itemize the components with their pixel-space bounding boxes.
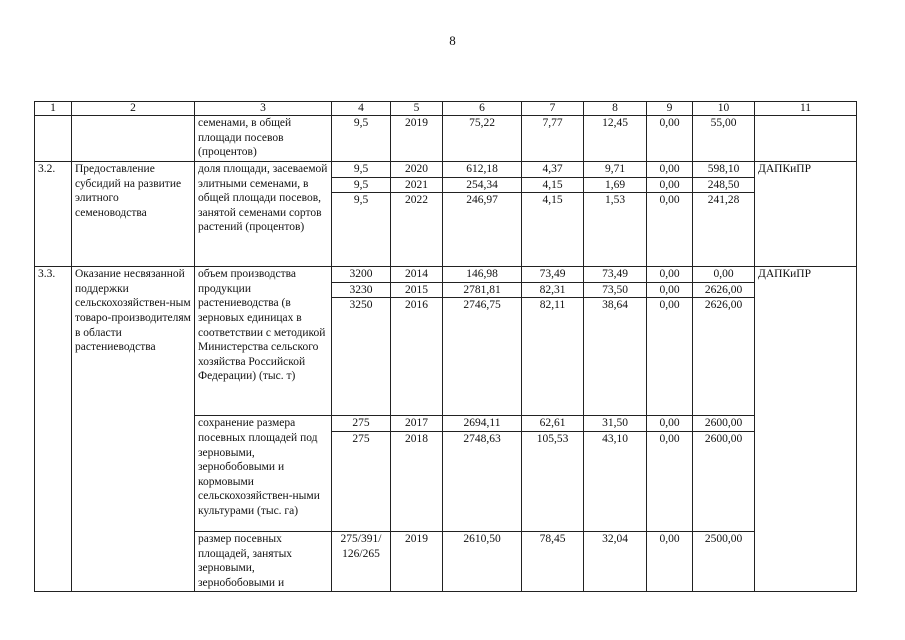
total-funding-cell: 146,98: [443, 267, 522, 283]
target-value-cell: 275: [332, 431, 391, 531]
column-number-2: 2: [72, 102, 195, 116]
regional-budget-cell: 9,71: [584, 162, 647, 178]
regional-budget-cell: 1,53: [584, 193, 647, 267]
extrabudgetary-cell: 248,50: [693, 177, 755, 193]
regional-budget-cell: 73,49: [584, 267, 647, 283]
federal-budget-cell: 82,31: [522, 282, 584, 298]
federal-budget-cell: 7,77: [522, 116, 584, 162]
local-budget-cell: 0,00: [647, 298, 693, 416]
regional-budget-cell: 43,10: [584, 431, 647, 531]
regional-budget-cell: 73,50: [584, 282, 647, 298]
local-budget-cell: 0,00: [647, 116, 693, 162]
federal-budget-cell: 105,53: [522, 431, 584, 531]
year-cell: 2018: [391, 431, 443, 531]
total-funding-cell: 246,97: [443, 193, 522, 267]
year-cell: 2014: [391, 267, 443, 283]
total-funding-cell: 2781,81: [443, 282, 522, 298]
regional-budget-cell: 12,45: [584, 116, 647, 162]
regional-budget-cell: 32,04: [584, 531, 647, 591]
table-header-row: [35, 102, 857, 116]
program-table: [34, 101, 857, 592]
total-funding-cell: 75,22: [443, 116, 522, 162]
federal-budget-cell: 82,11: [522, 298, 584, 416]
column-number-4: 4: [332, 102, 391, 116]
federal-budget-cell: 4,15: [522, 177, 584, 193]
column-number-11: 11: [755, 102, 857, 116]
indicator-cell: объем производства продукции растениеводства (в зерновых единицах в соответствии с методикой Министерства сельского хозяйства Российской Федерации) (тыс. т): [195, 267, 332, 416]
extrabudgetary-cell: 241,28: [693, 193, 755, 267]
extrabudgetary-cell: 2600,00: [693, 431, 755, 531]
total-funding-cell: 2694,11: [443, 416, 522, 432]
target-value-cell: 9,5: [332, 177, 391, 193]
item-number-cell: 3.2.: [35, 162, 72, 267]
page-number: 8: [449, 33, 456, 48]
local-budget-cell: 0,00: [647, 416, 693, 432]
column-number-7: 7: [522, 102, 584, 116]
indicator-cell: доля площади, засеваемой элитными семенами, в общей площади посевов, занятой семенами сортов растений (процентов): [195, 162, 332, 267]
item-number-cell: [35, 116, 72, 162]
measure-cell: [72, 116, 195, 162]
column-number-8: 8: [584, 102, 647, 116]
target-value-cell: 9,5: [332, 162, 391, 178]
item-number-cell: 3.3.: [35, 267, 72, 592]
table-row: [35, 267, 857, 283]
indicator-cell: размер посевных площадей, занятых зерновыми, зернобобовыми и: [195, 531, 332, 591]
extrabudgetary-cell: 0,00: [693, 267, 755, 283]
extrabudgetary-cell: 598,10: [693, 162, 755, 178]
column-number-6: 6: [443, 102, 522, 116]
year-cell: 2022: [391, 193, 443, 267]
executor-cell: ДАПКиПР: [755, 267, 857, 592]
target-value-cell: 9,5: [332, 193, 391, 267]
extrabudgetary-cell: 55,00: [693, 116, 755, 162]
column-number-3: 3: [195, 102, 332, 116]
column-number-5: 5: [391, 102, 443, 116]
total-funding-cell: 2610,50: [443, 531, 522, 591]
regional-budget-cell: 31,50: [584, 416, 647, 432]
measure-cell: Предоставление субсидий на развитие элитного семеноводства: [72, 162, 195, 267]
total-funding-cell: 2748,63: [443, 431, 522, 531]
local-budget-cell: 0,00: [647, 193, 693, 267]
extrabudgetary-cell: 2626,00: [693, 298, 755, 416]
year-cell: 2016: [391, 298, 443, 416]
target-value-cell: 3230: [332, 282, 391, 298]
indicator-cell: сохранение размера посевных площадей под зерновыми, зернобобовыми и кормовыми сельскохозяйствен-ными культурами (тыс. га): [195, 416, 332, 532]
target-value-cell: 3250: [332, 298, 391, 416]
table-row: [35, 162, 857, 178]
table-row: [35, 116, 857, 162]
target-value-cell: 275: [332, 416, 391, 432]
target-value-cell: 275/391/ 126/265: [332, 531, 391, 591]
indicator-cell: семенами, в общей площади посевов (процентов): [195, 116, 332, 162]
year-cell: 2020: [391, 162, 443, 178]
executor-cell: ДАПКиПР: [755, 162, 857, 267]
total-funding-cell: 612,18: [443, 162, 522, 178]
year-cell: 2015: [391, 282, 443, 298]
target-value-cell: 3200: [332, 267, 391, 283]
target-value-cell: 9,5: [332, 116, 391, 162]
extrabudgetary-cell: 2600,00: [693, 416, 755, 432]
year-cell: 2017: [391, 416, 443, 432]
local-budget-cell: 0,00: [647, 267, 693, 283]
federal-budget-cell: 4,15: [522, 193, 584, 267]
local-budget-cell: 0,00: [647, 431, 693, 531]
federal-budget-cell: 73,49: [522, 267, 584, 283]
regional-budget-cell: 38,64: [584, 298, 647, 416]
column-number-10: 10: [693, 102, 755, 116]
year-cell: 2019: [391, 531, 443, 591]
regional-budget-cell: 1,69: [584, 177, 647, 193]
year-cell: 2021: [391, 177, 443, 193]
federal-budget-cell: 62,61: [522, 416, 584, 432]
local-budget-cell: 0,00: [647, 177, 693, 193]
federal-budget-cell: 4,37: [522, 162, 584, 178]
column-number-1: 1: [35, 102, 72, 116]
executor-cell: [755, 116, 857, 162]
year-cell: 2019: [391, 116, 443, 162]
extrabudgetary-cell: 2500,00: [693, 531, 755, 591]
local-budget-cell: 0,00: [647, 531, 693, 591]
total-funding-cell: 254,34: [443, 177, 522, 193]
extrabudgetary-cell: 2626,00: [693, 282, 755, 298]
local-budget-cell: 0,00: [647, 162, 693, 178]
local-budget-cell: 0,00: [647, 282, 693, 298]
total-funding-cell: 2746,75: [443, 298, 522, 416]
federal-budget-cell: 78,45: [522, 531, 584, 591]
column-number-9: 9: [647, 102, 693, 116]
measure-cell: Оказание несвязанной поддержки сельскохозяйствен-ным товаро-производителям в области растениеводства: [72, 267, 195, 592]
